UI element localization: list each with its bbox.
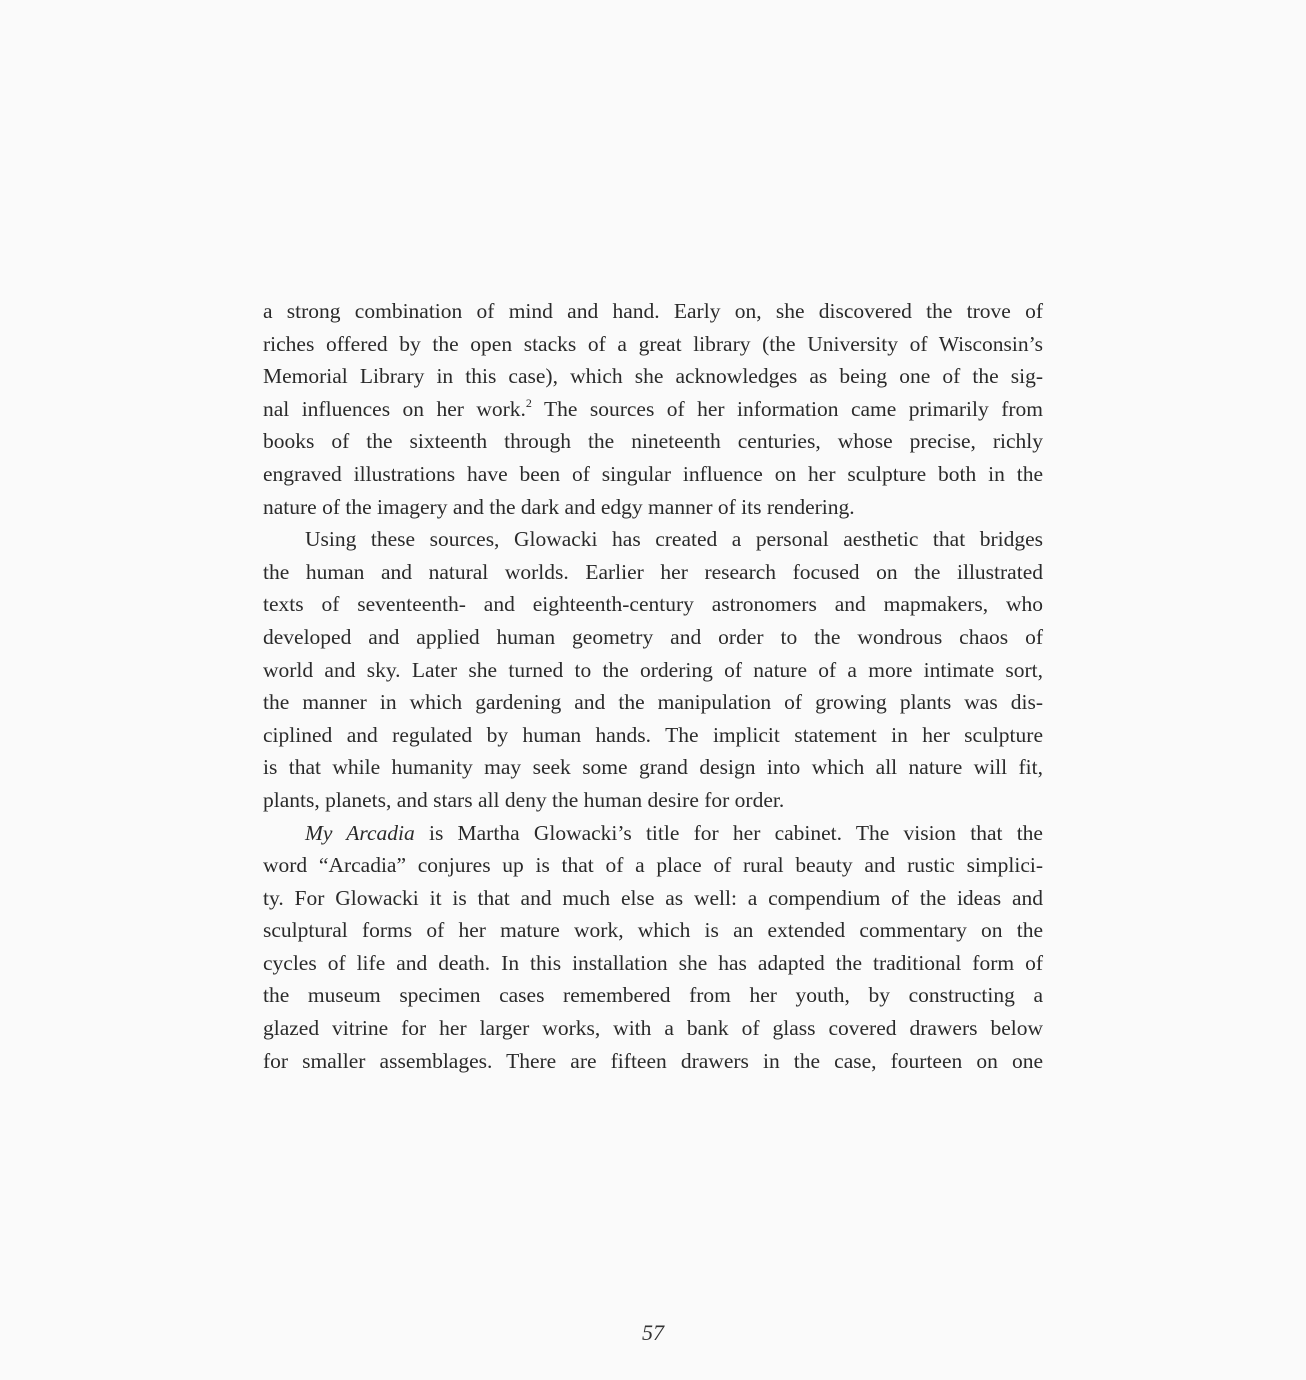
text-line: world and sky. Later she turned to the ordering of nature of a more intimate sort, — [263, 657, 1043, 682]
text-line: a strong combination of mind and hand. Early on, she discovered the trove of — [263, 299, 1043, 323]
text-segment: nal influences on her work. — [263, 396, 526, 421]
text-line: Memorial Library in this case), which she acknowledges as being one of the sig- — [263, 364, 1043, 389]
text-line: engraved illustrations have been of singular influence on her sculpture both in the — [263, 461, 1043, 486]
text-line: cycles of life and death. In this installation she has adapted the traditional form of — [263, 950, 1043, 975]
text-line: books of the sixteenth through the nineteenth centuries, whose precise, richly — [263, 429, 1043, 454]
text-line: glazed vitrine for her larger works, with a bank of glass covered drawers below — [263, 1016, 1043, 1041]
text-line: the museum specimen cases remembered from her youth, by constructing a — [263, 983, 1043, 1008]
paragraph — [263, 523, 1043, 816]
text-line: ty. For Glowacki it is that and much else as well: a compendium of the ideas and — [263, 885, 1043, 910]
text-line: is that while humanity may seek some grand design into which all nature will fit, — [263, 755, 1043, 780]
paragraph — [263, 295, 1043, 523]
text-line: ciplined and regulated by human hands. The implicit statement in her sculpture — [263, 722, 1043, 747]
footnote-marker: 2 — [525, 395, 532, 410]
page-number: 57 — [642, 1320, 664, 1345]
paragraph — [263, 817, 1043, 1078]
text-line: nature of the imagery and the dark and edgy manner of its rendering. — [263, 494, 855, 519]
text-line: for smaller assemblages. There are fifteen drawers in the case, fourteen on one — [263, 1048, 1043, 1073]
text-line: Using these sources, Glowacki has created a personal aesthetic that bridges — [305, 527, 1043, 552]
text-line: plants, planets, and stars all deny the human desire for order. — [263, 787, 785, 812]
text-line: developed and applied human geometry and order to the wondrous chaos of — [263, 624, 1043, 649]
text-line — [263, 393, 1043, 426]
text-line: the manner in which gardening and the manipulation of growing plants was dis- — [263, 690, 1043, 715]
body-text — [263, 295, 1043, 1077]
text-line: sculptural forms of her mature work, which is an extended commentary on the — [263, 918, 1043, 943]
text-line — [263, 817, 1043, 850]
text-line: word “Arcadia” conjures up is that of a place of rural beauty and rustic simplici- — [263, 853, 1043, 878]
text-line: the human and natural worlds. Earlier her research focused on the illustrated — [263, 559, 1043, 584]
text-segment: The sources of her information came primarily from — [531, 396, 1043, 421]
text-line: texts of seventeenth- and eighteenth-century astronomers and mapmakers, who — [263, 592, 1043, 617]
text-segment: is Martha Glowacki’s title for her cabinet. The vision that the — [414, 820, 1043, 845]
artwork-title: My Arcadia — [305, 820, 415, 845]
text-line: riches offered by the open stacks of a great library (the University of Wisconsin’s — [263, 331, 1043, 356]
